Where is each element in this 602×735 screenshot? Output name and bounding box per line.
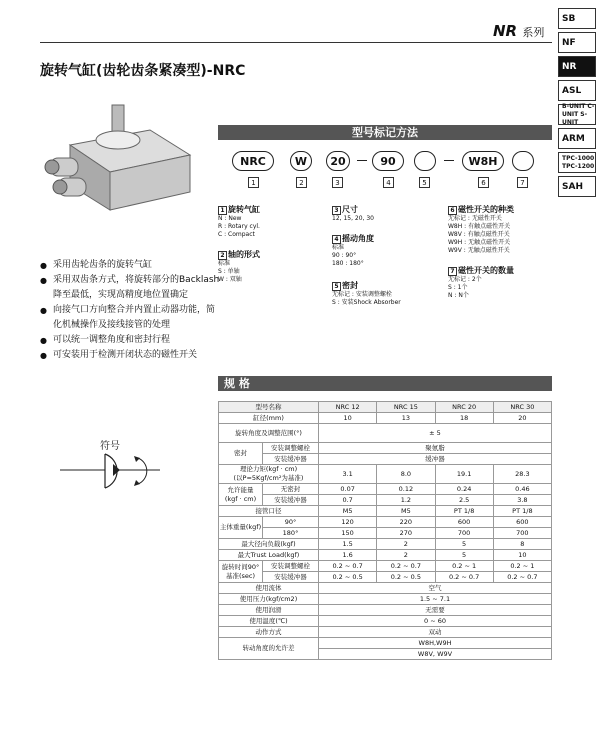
tab-tpc[interactable]: TPC-1000 TPC-1200 — [558, 152, 596, 173]
list-item: ● 采用齿轮齿条的旋转气缸 — [40, 258, 220, 273]
desc-seal: 5 密封 无标记 : 安装调整螺栓 S : 安装Shock Absorber — [332, 281, 401, 306]
code-number: 2 — [296, 177, 307, 188]
table-row: 使用流体 空气 — [219, 583, 552, 594]
code-nrc: NRC — [232, 151, 274, 171]
table-row: 使用压力(kgf/cm2) 1.5 ~ 7.1 — [219, 594, 552, 605]
tab-arm[interactable]: ARM — [558, 128, 596, 149]
table-row: 安装缓冲器 0.2 ~ 0.5 0.2 ~ 0.5 0.2 ~ 0.7 0.2 ~ 0.7 — [219, 572, 552, 583]
table-row: 理论力矩(kgf · cm) (以P=5Kgf/cm²为基准) 3.1 8.0 19.1 28.3 — [219, 465, 552, 484]
tab-nf[interactable]: NF — [558, 32, 596, 53]
table-row: 缸径(mm) 10 13 18 20 — [219, 413, 552, 424]
list-item: ● 可以统一调整角度和密封行程 — [40, 333, 220, 348]
table-row: 最大径向负载(kgf) 1.5 2 5 8 — [219, 539, 552, 550]
table-row: 最大Trust Load(kgf) 1.6 2 5 10 — [219, 550, 552, 561]
tab-nr[interactable]: NR — [558, 56, 596, 77]
tab-unit[interactable]: B-UNIT C-UNIT S-UNIT — [558, 104, 596, 125]
code-number: 7 — [517, 177, 528, 188]
table-row: 动作方式 双动 — [219, 627, 552, 638]
tab-sb[interactable]: SB — [558, 8, 596, 29]
side-tabs — [558, 8, 598, 200]
table-row: 安装缓冲器 缓冲器 — [219, 454, 552, 465]
code-angle: 90 — [372, 151, 404, 171]
spec-section-title: 规 格 — [218, 376, 552, 391]
table-row: 主体重量(kgf) 90° 120 220 600 600 — [219, 517, 552, 528]
feature-list — [40, 258, 220, 363]
code-number: 4 — [383, 177, 394, 188]
page-title: 旋转气缸(齿轮齿条紧凑型)-NRC — [40, 63, 246, 79]
desc-angle: 4 摇动角度 标准 90 : 90° 180 : 180° — [332, 234, 374, 267]
tab-asl[interactable]: ASL — [558, 80, 596, 101]
code-seal — [414, 151, 436, 171]
table-row: 使用润滑 无需要 — [219, 605, 552, 616]
code-switch: W8H — [462, 151, 504, 171]
table-row: 接管口径 M5 M5 PT 1/8 PT 1/8 — [219, 506, 552, 517]
series-title: NR 系列 — [493, 22, 545, 40]
table-row: 180° 150 270 700 700 — [219, 528, 552, 539]
code-dash — [357, 160, 367, 161]
code-dash — [444, 160, 454, 161]
spec-table — [218, 401, 552, 660]
table-row: 型号名称 NRC 12 NRC 15 NRC 20 NRC 30 — [219, 402, 552, 413]
list-item: ● 向接气口方向整合并内置止动器功能，简化机械操作及接线接管的处理 — [40, 303, 220, 333]
header-rule — [40, 42, 552, 43]
table-row: 转动角度的允许差 W8H,W9H — [219, 638, 552, 649]
table-row: 密封 安装调整螺栓 聚氨脂 — [219, 443, 552, 454]
model-section-title: 型号标记方法 — [352, 126, 418, 139]
table-row: 允许能量 (kgf · cm) 无密封 0.07 0.12 0.24 0.46 — [219, 484, 552, 495]
tab-sah[interactable]: SAH — [558, 176, 596, 197]
desc-size: 3 尺寸 12, 15, 20, 30 — [332, 205, 374, 222]
desc-cylinder: 1 旋转气缸 N : New R : Rotary cyl. C : Compact — [218, 205, 260, 238]
desc-switch-qty: 7 磁性开关的数量 无标记 : 2个 S : 1个 N : N个 — [448, 266, 514, 299]
code-shaft: W — [290, 151, 312, 171]
desc-shaft: 2 轴的形式 标准 S : 单轴 W : 双轴 — [218, 250, 260, 283]
desc-switch-type: 6 磁性开关的种类 无标记 : 无磁性开关 W8H : 有触点磁性开关 W8V : 有触点磁性开关 W9H : 无触点磁性开关 W9V : 无触点磁性开关 — [448, 205, 514, 254]
table-row: 旋转时间90° 基准(sec) 安装调整螺栓 0.2 ~ 0.7 0.2 ~ 0.7 0.2 ~ 1 0.2 ~ 1 — [219, 561, 552, 572]
code-size: 20 — [326, 151, 350, 171]
code-qty — [512, 151, 534, 171]
product-image — [40, 100, 200, 220]
table-row: 使用温度(℃) 0 ~ 60 — [219, 616, 552, 627]
code-number: 1 — [248, 177, 259, 188]
list-item: ● 可安装用于检测开闭状态的磁性开关 — [40, 348, 220, 363]
table-row: W8V, W9V — [219, 649, 552, 660]
list-item: ● 采用双齿条方式，将旋转部分的Backlash降至最低，实现高精度地位置确定 — [40, 273, 220, 303]
symbol-label: 符号 — [100, 441, 120, 452]
code-number: 6 — [478, 177, 489, 188]
table-row: 安装缓冲器 0.7 1.2 2.5 3.8 — [219, 495, 552, 506]
rotary-symbol-icon — [60, 450, 160, 495]
code-number: 3 — [332, 177, 343, 188]
code-number: 5 — [419, 177, 430, 188]
table-row: 旋转角度及调整范围(°) ± 5 — [219, 424, 552, 443]
